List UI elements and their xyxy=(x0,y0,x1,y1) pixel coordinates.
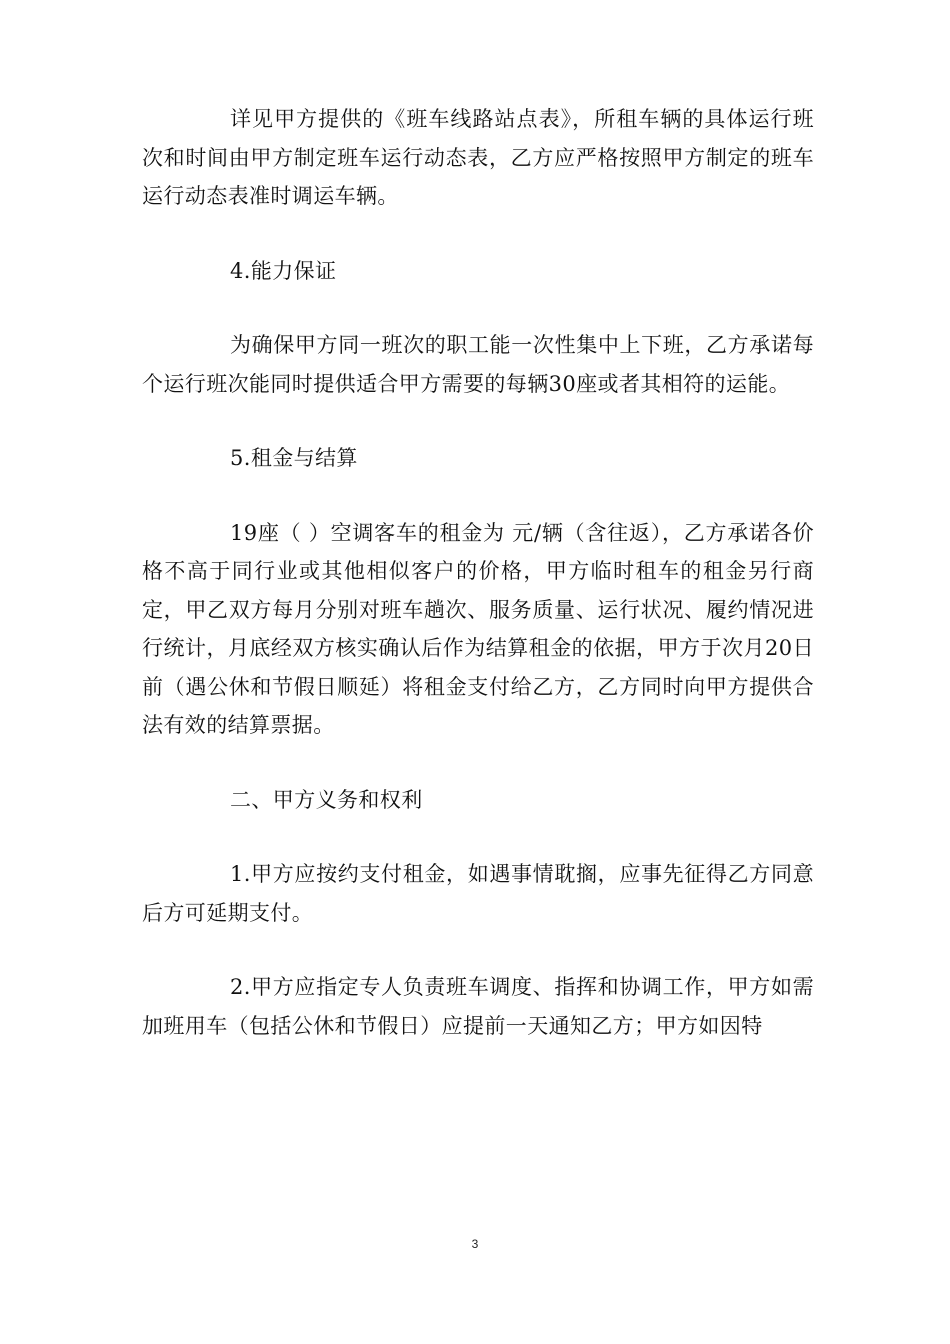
paragraph-capacity: 为确保甲方同一班次的职工能一次性集中上下班，乙方承诺每个运行班次能同时提供适合甲方需要的每辆30座或者其相符的运能。 xyxy=(142,333,814,396)
heading-party-a-obligations: 二、甲方义务和权利 xyxy=(230,787,423,812)
page-number: 3 xyxy=(471,1237,479,1251)
paragraph-obligation-2: 2.甲方应指定专人负责班车调度、指挥和协调工作，甲方如需加班用车（包括公休和节假日）应提前一天通知乙方；甲方如因特 xyxy=(142,975,814,1038)
heading-rent-settlement: 5.租金与结算 xyxy=(230,446,358,470)
paragraph-rent: 19座（ ）空调客车的租金为 元/辆（含往返），乙方承诺各价格不高于同行业或其他相似客户的价格，甲方临时租车的租金另行商定，甲乙双方每月分别对班车趟次、服务质量、运行状况、履约情况进行统计，月底经双方核实确认后作为结算租金的依据，甲方于次月20日前（遇公休和节假日顺延）将租金支付给乙方，乙方同时向甲方提供合法有效的结算票据。 xyxy=(142,520,814,737)
paragraph-route-details: 详见甲方提供的《班车线路站点表》，所租车辆的具体运行班次和时间由甲方制定班车运行动态表，乙方应严格按照甲方制定的班车运行动态表准时调运车辆。 xyxy=(142,107,814,208)
document-body xyxy=(142,100,814,1081)
heading-capacity-guarantee: 4.能力保证 xyxy=(230,258,337,283)
paragraph-obligation-1: 1.甲方应按约支付租金，如遇事情耽搁，应事先征得乙方同意后方可延期支付。 xyxy=(142,862,814,925)
